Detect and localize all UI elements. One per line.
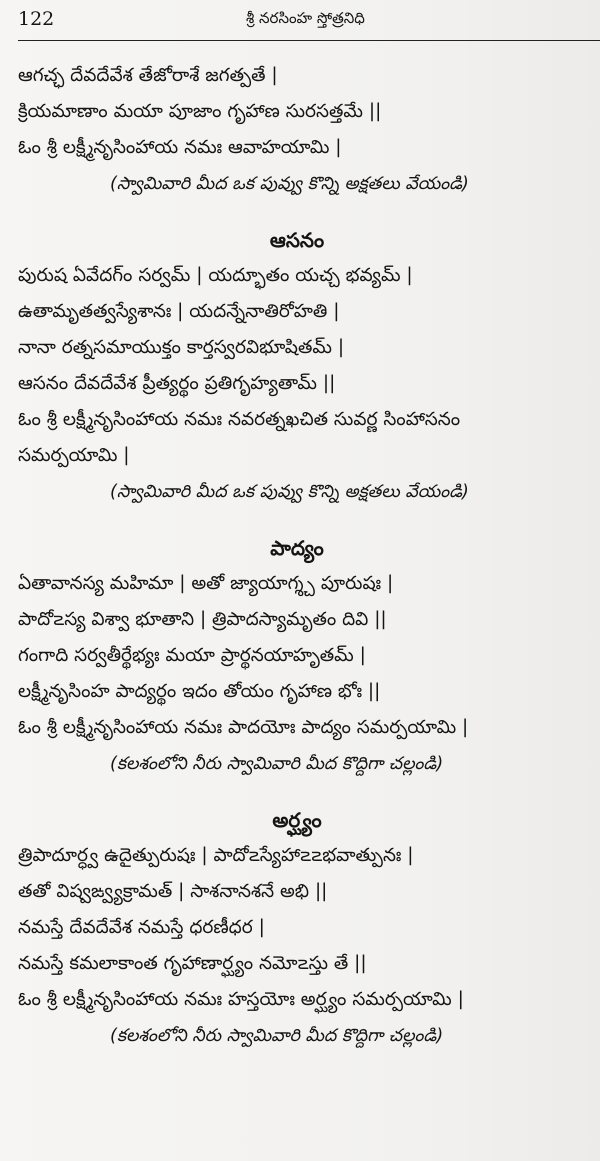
verse-line: ఓం శ్రీ లక్ష్మీనృసింహాయ నమః పాదయోః పాద్యం సమర్పయామి | [18, 717, 469, 738]
verse-line: సమర్పయామి | [18, 445, 130, 466]
ritual-instruction: (స్వామివారి మీద ఒక పువ్వు కొన్ని అక్షతలు వేయండి) [110, 174, 469, 194]
padyam-section [18, 530, 594, 782]
verse-line: పురుష ఏవేదగ్ం సర్వమ్ | యద్భూతం యచ్చ భవ్యమ్ | [18, 265, 413, 286]
arghyam-section [18, 802, 594, 1054]
verse-line: లక్ష్మీనృసింహ పాద్యర్థం ఇదం తోయం గృహాణ భోః || [18, 681, 381, 702]
page-number: 122 [18, 8, 55, 30]
verse-line: ఆగచ్ఛ దేవదేవేశ తేజోరాశే జగత్పతే | [18, 65, 278, 86]
verse-line: పాదో౽స్య విశ్వా భూతాని | త్రిపాదస్యామృతం దివి || [18, 609, 387, 630]
page-content [18, 58, 594, 1054]
verse-line: నానా రత్నసమాయుక్తం కార్తస్వరవిభూషితమ్ | [18, 337, 345, 358]
verse-line: ఆసనం దేవదేవేశ ప్రీత్యర్థం ప్రతిగృహ్యతామ్ || [18, 373, 336, 394]
verse-line: త్రిపాదూర్ధ్వ ఉదైత్పురుషః | పాదో౽స్యేహా౽౽భవాత్పునః | [18, 845, 414, 866]
section-heading: అర్ఘ్యం [272, 808, 322, 832]
section-heading: పాద్యం [270, 536, 324, 560]
verse-line: ఓం శ్రీ లక్ష్మీనృసింహాయ నమః ఆవాహయామి | [18, 137, 342, 158]
verse-line: ఓం శ్రీ లక్ష్మీనృసింహాయ నమః నవరత్నఖచిత సువర్ణ సింహాసనం [18, 409, 461, 430]
ritual-instruction: (కలశంలోని నీరు స్వామివారి మీద కొద్దిగా చల్లండి) [110, 1026, 444, 1046]
ritual-instruction: (కలశంలోని నీరు స్వామివారి మీద కొద్దిగా చల్లండి) [110, 754, 444, 774]
ritual-instruction: (స్వామివారి మీద ఒక పువ్వు కొన్ని అక్షతలు వేయండి) [110, 482, 469, 502]
verse-line: ఏతావానస్య మహిమా | అతో జ్యాయాగ్శ్చ పూరుషః | [18, 573, 394, 594]
verse-line: క్రియమాణాం మయా పూజాం గృహాణ సురసత్తమే || [18, 101, 382, 122]
page-header [18, 0, 600, 41]
intro-section [18, 58, 594, 202]
section-heading: ఆసనం [269, 228, 325, 252]
running-title: శ్రీ నరసింహ స్తోత్రనిధి [246, 9, 365, 27]
verse-line: తతో విష్వఙ్వ్యక్రామత్ | సాశనానశనే అభి || [18, 881, 328, 902]
verse-line: గంగాది సర్వతీర్థేభ్యః మయా ప్రార్థనయాహృతమ్ | [18, 645, 366, 666]
verse-line: నమస్తే కమలాకాంత గృహాణార్ఘ్యం నమో౽స్తు తే || [18, 953, 367, 974]
asanam-section [18, 222, 594, 510]
verse-line: ఉతామృతత్వస్యేశానః | యదన్నేనాతిరోహతి | [18, 301, 340, 322]
verse-line: నమస్తే దేవదేవేశ నమస్తే ధరణీధర | [18, 917, 265, 938]
verse-line: ఓం శ్రీ లక్ష్మీనృసింహాయ నమః హస్తయోః అర్ఘ్యం సమర్పయామి | [18, 989, 464, 1010]
